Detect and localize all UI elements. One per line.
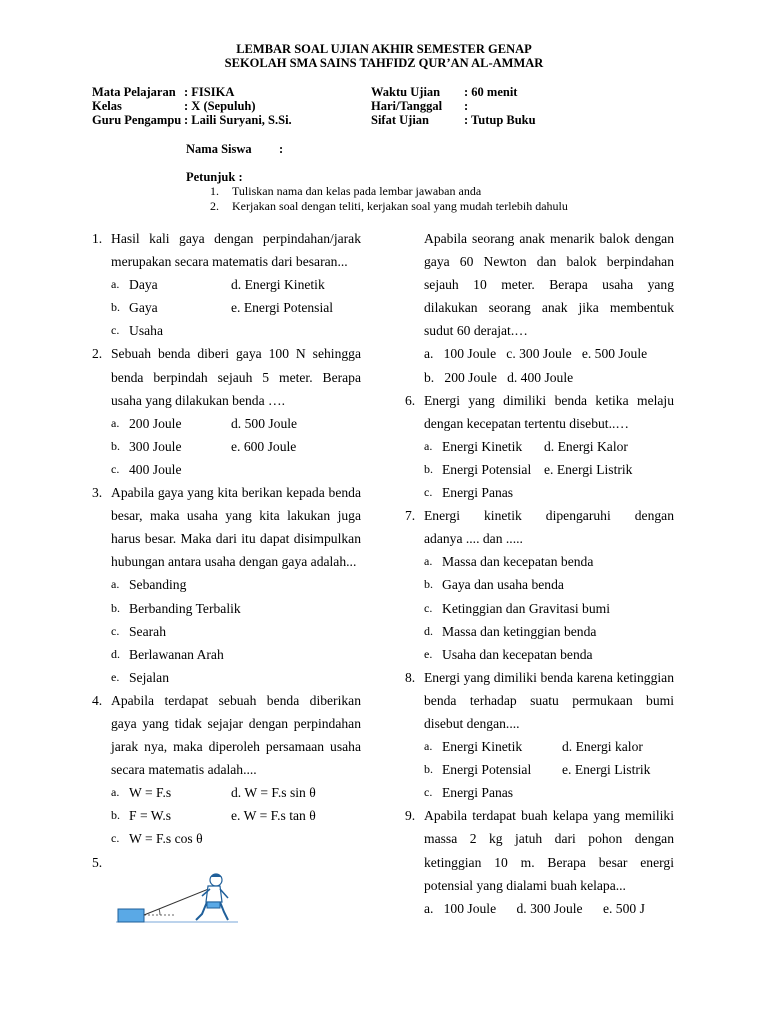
- meta-label: Hari/Tanggal: [371, 99, 443, 113]
- option-text: Berbanding Terbalik: [129, 600, 241, 616]
- option-text: e. W = F.s tan θ: [231, 808, 316, 824]
- question-text: Energi yang dimiliki benda karena ketinggian benda terhadap suatu permukaan bumi disebut dengan....: [424, 669, 674, 731]
- option-text: d. Energi kalor: [562, 739, 643, 755]
- instruction-text: Tuliskan nama dan kelas pada lembar jawaban anda: [232, 184, 482, 198]
- option-letter: b.: [424, 461, 433, 476]
- answer-option: [405, 435, 674, 458]
- answer-option: [92, 666, 361, 689]
- option-text: 400 Joule: [129, 461, 182, 477]
- option-letter: d.: [111, 646, 120, 661]
- question-text: Apabila terdapat sebuah benda diberikan gaya yang tidak sejajar dengan perpindahan jarak nya, maka diperoleh persamaan usaha secara matematis adalah....: [111, 692, 361, 778]
- answer-option: [92, 827, 361, 850]
- meta-value: : Laili Suryani, S.Si.: [184, 113, 292, 127]
- answer-option: [92, 643, 361, 666]
- answer-option: [405, 550, 674, 573]
- option-letter: c.: [111, 831, 120, 846]
- pulling-block-illustration: [116, 872, 238, 924]
- option-text: 200 Joule: [129, 415, 182, 431]
- student-name-label: Nama Siswa: [186, 142, 252, 156]
- question-5-number: [92, 851, 361, 874]
- answer-option: [92, 458, 361, 481]
- meta-value: : 60 menit: [464, 85, 518, 99]
- header-school: SEKOLAH SMA SAINS TAHFIDZ QUR’AN AL-AMMAR: [224, 56, 544, 70]
- option-text: Ketinggian dan Gravitasi bumi: [442, 600, 610, 616]
- answer-options-row: a. 100 Joule d. 300 Joule e. 500 J: [424, 900, 645, 916]
- instruction-number: 2.: [210, 198, 219, 213]
- question-number: 9.: [405, 808, 416, 824]
- question-text-continued: adanya .... dan .....: [424, 531, 523, 547]
- option-letter: c.: [424, 485, 433, 500]
- meta-right: [371, 85, 536, 127]
- meta-label: Guru Pengampu: [92, 113, 182, 127]
- answer-option: [92, 620, 361, 643]
- question-4: [92, 689, 361, 781]
- option-letter: b.: [111, 600, 120, 615]
- meta-label: Sifat Ujian: [371, 113, 429, 127]
- option-text: Gaya: [129, 300, 158, 316]
- option-letter: c.: [424, 600, 433, 615]
- instructions-title: Petunjuk :: [186, 170, 243, 184]
- header-title: LEMBAR SOAL UJIAN AKHIR SEMESTER GENAP: [236, 42, 532, 56]
- question-text: Sebuah benda diberi gaya 100 N sehingga benda berpindah sejauh 5 meter. Berapa usaha yang dilakukan benda ….: [111, 346, 361, 408]
- option-letter: b.: [111, 808, 120, 823]
- instruction-number: 1.: [210, 184, 219, 198]
- answer-option: [405, 758, 674, 781]
- answer-option: [405, 597, 674, 620]
- question-number: 3.: [92, 485, 103, 501]
- answer-option: [92, 804, 361, 827]
- question-number: 4.: [92, 692, 103, 708]
- option-letter: c.: [424, 785, 433, 800]
- option-letter: a.: [424, 739, 433, 754]
- option-text: Energi Kinetik: [442, 739, 523, 755]
- right-column: [405, 227, 674, 920]
- option-letter: a.: [111, 277, 120, 292]
- option-text: d. 500 Joule: [231, 415, 298, 431]
- question-5-text: Apabila seorang anak menarik balok dengan gaya 60 Newton dan balok berpindahan sejauh 10 meter. Berapa usaha yang dilakukan seorang anak jika membentuk sudut 60 derajat.…: [424, 231, 674, 339]
- left-column: [92, 227, 361, 874]
- option-text: Usaha dan kecepatan benda: [442, 646, 593, 662]
- instruction-item: [186, 184, 568, 199]
- meta-value: : FISIKA: [184, 85, 235, 99]
- meta-value: : X (Sepuluh): [184, 99, 256, 113]
- option-text: Massa dan kecepatan benda: [442, 554, 594, 570]
- instruction-text: Kerjakan soal dengan teliti, kerjakan soal yang mudah terlebih dahulu: [232, 198, 568, 213]
- option-text: e. Energi Listrik: [544, 461, 633, 477]
- option-letter: b.: [111, 438, 120, 453]
- question-text: Apabila terdapat buah kelapa yang memiliki massa 2 kg jatuh dari pohon dengan ketinggian 10 m. Berapa besar energi potensial yang dialami buah kelapa...: [424, 808, 674, 893]
- question-number: 2.: [92, 346, 103, 362]
- option-text: Berlawanan Arah: [129, 646, 224, 662]
- instructions: [186, 170, 568, 213]
- student-name-value: :: [279, 142, 284, 156]
- meta-label: Kelas: [92, 99, 122, 113]
- question-text: Energi kinetik dipengaruhi dengan: [424, 508, 674, 524]
- question-number: 8.: [405, 669, 416, 685]
- option-text: d. Energi Kinetik: [231, 277, 325, 293]
- option-text: Energi Potensial: [442, 762, 532, 778]
- answer-option: [405, 481, 674, 504]
- question-number: 7.: [405, 508, 416, 524]
- option-text: Energi Panas: [442, 485, 514, 501]
- answer-option: [405, 735, 674, 758]
- option-letter: a.: [424, 438, 433, 453]
- option-letter: a.: [111, 577, 120, 592]
- meta-label: Mata Pelajaran: [92, 85, 176, 99]
- question-number: 5.: [92, 854, 103, 870]
- option-letter: c.: [111, 323, 120, 338]
- answer-option: [92, 296, 361, 319]
- question-number: 1.: [92, 231, 103, 246]
- option-text: Energi Panas: [442, 785, 514, 801]
- option-text: e. Energi Potensial: [231, 300, 334, 316]
- option-text: Massa dan ketinggian benda: [442, 623, 597, 639]
- question-number: 6.: [405, 392, 416, 408]
- option-letter: b.: [111, 300, 120, 315]
- instruction-item: [186, 199, 568, 214]
- option-text: Energi Potensial: [442, 461, 532, 477]
- student-name-field: [186, 142, 283, 157]
- question-7: [405, 504, 674, 527]
- answer-option: [92, 412, 361, 435]
- option-text: Sebanding: [129, 577, 187, 593]
- meta-label: Waktu Ujian: [371, 85, 441, 99]
- option-text: e. Energi Listrik: [562, 762, 651, 778]
- option-letter: a.: [424, 554, 433, 569]
- answer-option: [92, 273, 361, 296]
- question-9: [405, 804, 674, 896]
- option-text: Gaya dan usaha benda: [442, 577, 564, 593]
- question-8: [405, 666, 674, 735]
- answer-option: [405, 458, 674, 481]
- meta-left: [92, 85, 292, 127]
- question-text: Apabila gaya yang kita berikan kepada benda besar, maka usaha yang kita lakukan juga harus besar. Maka dari itu dapat disimpulkan hubungan antara usaha dengan gaya adalah...: [111, 485, 361, 570]
- option-text: 300 Joule: [129, 438, 182, 454]
- option-text: F = W.s: [129, 808, 172, 824]
- option-letter: c.: [111, 461, 120, 476]
- option-text: d. Energi Kalor: [544, 438, 628, 454]
- question-text: Hasil kali gaya dengan perpindahan/jarak merupakan secara matematis dari besaran...: [111, 231, 361, 270]
- option-letter: e.: [111, 669, 120, 684]
- option-letter: a.: [111, 785, 120, 800]
- answer-option: [92, 435, 361, 458]
- option-text: Usaha: [129, 323, 163, 339]
- answer-option: [92, 597, 361, 620]
- option-text: Sejalan: [129, 669, 170, 685]
- answer-options-row: b. 200 Joule d. 400 Joule: [424, 369, 574, 385]
- option-text: W = F.s: [129, 785, 172, 801]
- option-letter: c.: [111, 623, 120, 638]
- option-text: Daya: [129, 277, 158, 293]
- option-letter: b.: [424, 762, 433, 777]
- meta-value: : Tutup Buku: [464, 113, 536, 127]
- answer-options-row: a. 100 Joule c. 300 Joule e. 500 Joule: [424, 346, 648, 362]
- option-text: Searah: [129, 623, 166, 639]
- question-6: [405, 389, 674, 435]
- document-header: [0, 42, 768, 70]
- answer-option: [405, 573, 674, 596]
- answer-option: [92, 781, 361, 804]
- answer-option: [92, 319, 361, 342]
- question-1: [92, 227, 361, 273]
- question-3: [92, 481, 361, 573]
- option-text: e. 600 Joule: [231, 438, 297, 454]
- question-2: [92, 342, 361, 411]
- answer-option: [405, 781, 674, 804]
- answer-option: [92, 573, 361, 596]
- option-text: W = F.s cos θ: [129, 831, 203, 847]
- option-letter: b.: [424, 577, 433, 592]
- meta-value: :: [464, 99, 469, 113]
- question-text: Energi yang dimiliki benda ketika melaju dengan kecepatan tertentu disebut..…: [424, 392, 674, 431]
- option-letter: d.: [424, 623, 433, 638]
- option-letter: a.: [111, 415, 120, 430]
- answer-option: [405, 643, 674, 666]
- answer-option: [405, 620, 674, 643]
- option-text: Energi Kinetik: [442, 438, 523, 454]
- option-text: d. W = F.s sin θ: [231, 785, 316, 801]
- option-letter: e.: [424, 646, 433, 661]
